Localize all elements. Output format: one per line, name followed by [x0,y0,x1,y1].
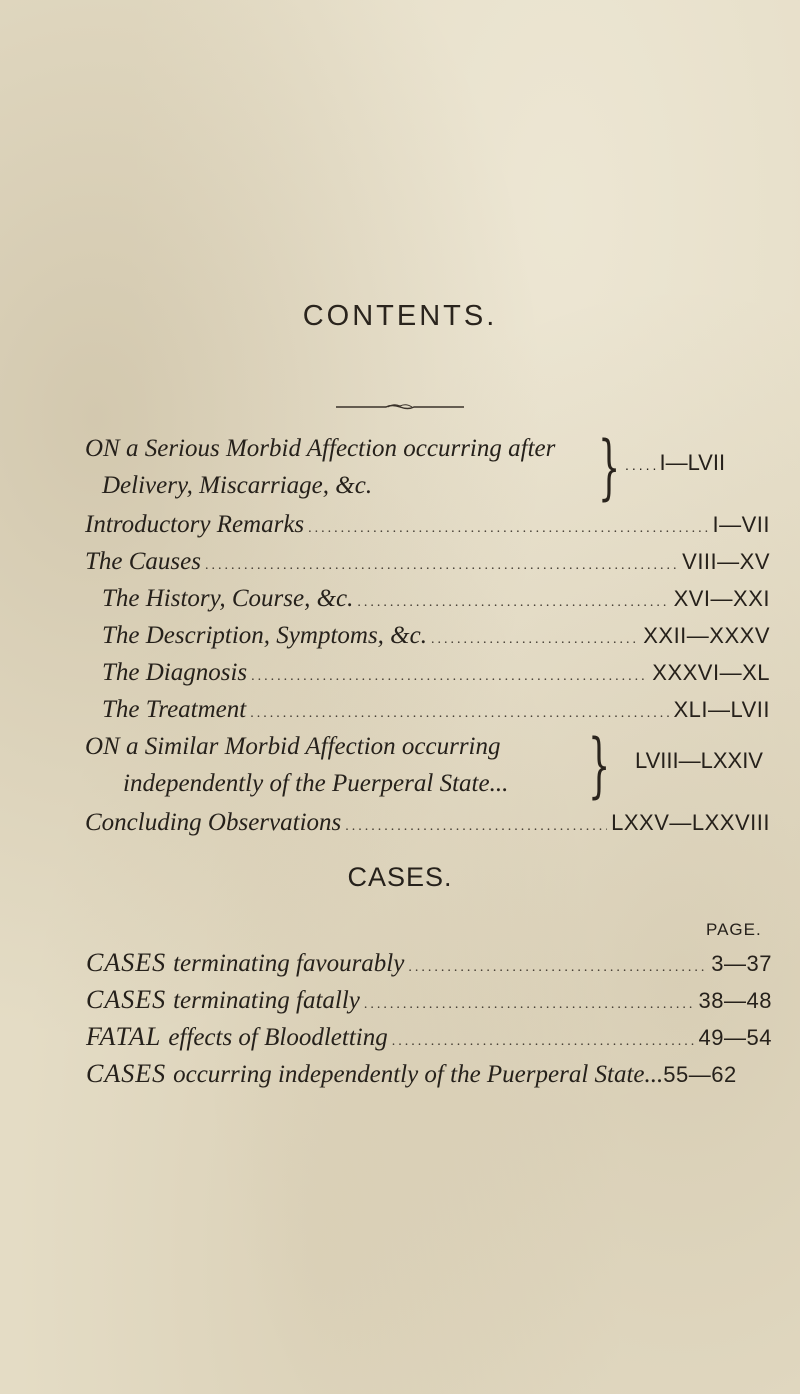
dot-leader [251,658,648,695]
page-range: XXII—XXXV [643,623,770,648]
page-range: VIII—XV [682,549,770,574]
entry-label: The Treatment [102,696,247,723]
contents-entry [85,691,770,728]
dot-leader [345,808,607,845]
page-range: 3—37 [711,951,772,976]
entry-label: The Diagnosis [102,659,248,686]
dot-leader [357,584,669,621]
case-entry [86,981,772,1018]
ornamental-rule [336,403,464,411]
case-entry [86,944,772,981]
entry-label: effects of Bloodletting [168,1024,388,1051]
dot-leader [205,547,678,584]
entry-line: ON a Serious Morbid Affection occurring after [85,435,556,462]
entry-label: terminating favourably [173,950,405,977]
entry-label: The Causes [85,548,201,575]
contents-entry [85,506,770,543]
page-range: I—VII [712,512,770,537]
entry-lead: CASES [86,948,167,977]
contents-entry [85,654,770,691]
case-entry [86,1055,772,1092]
cases-heading: CASES. [347,862,453,892]
contents-entry [85,617,770,654]
entry-line: ON a Similar Morbid Affection occurring [85,733,501,760]
entry-line: Delivery, Miscarriage, &c. [102,472,373,499]
entry-label: The History, Course, &c. [102,585,354,612]
entry-lead: CASES [86,985,167,1014]
page-column-heading: PAGE. [706,920,762,939]
dot-leader [431,621,639,658]
case-entry [86,1018,772,1055]
contents-entry [85,543,770,580]
entry-label: Introductory Remarks [85,511,305,538]
contents-entry [85,580,770,617]
brace-symbol: } [598,426,621,508]
page-title: CONTENTS. [302,300,498,332]
dot-leader [308,510,708,547]
brace-symbol: } [588,724,611,806]
contents-entry [85,804,770,841]
entry-lead: FATAL [86,1022,162,1051]
page-range: 38—48 [698,988,772,1013]
page-range: 49—54 [698,1025,772,1050]
entry-label: Concluding Observations [85,809,342,836]
cases-list [86,944,772,1092]
page-range: .....I—LVII [625,450,726,475]
contents-entry-similar-affection [85,724,770,806]
entry-label: The Description, Symptoms, &c. [102,622,427,649]
contents-list [85,426,770,841]
page-range: XLI—LVII [673,697,770,722]
contents-entry-main-affection [85,426,770,508]
page-range: XVI—XXI [673,586,770,611]
page-range: LXXV—LXXVIII [611,810,770,835]
entry-label: terminating fatally [173,987,360,1014]
entry-label: occurring independently of the Puerperal State... [173,1061,664,1088]
page-range: 55—62 [663,1062,737,1087]
page-range: LVIII—LXXIV [635,748,763,773]
entry-line: independently of the Puerperal State... [123,770,509,797]
page-range: XXXVI—XL [652,660,770,685]
entry-lead: CASES [86,1059,167,1088]
